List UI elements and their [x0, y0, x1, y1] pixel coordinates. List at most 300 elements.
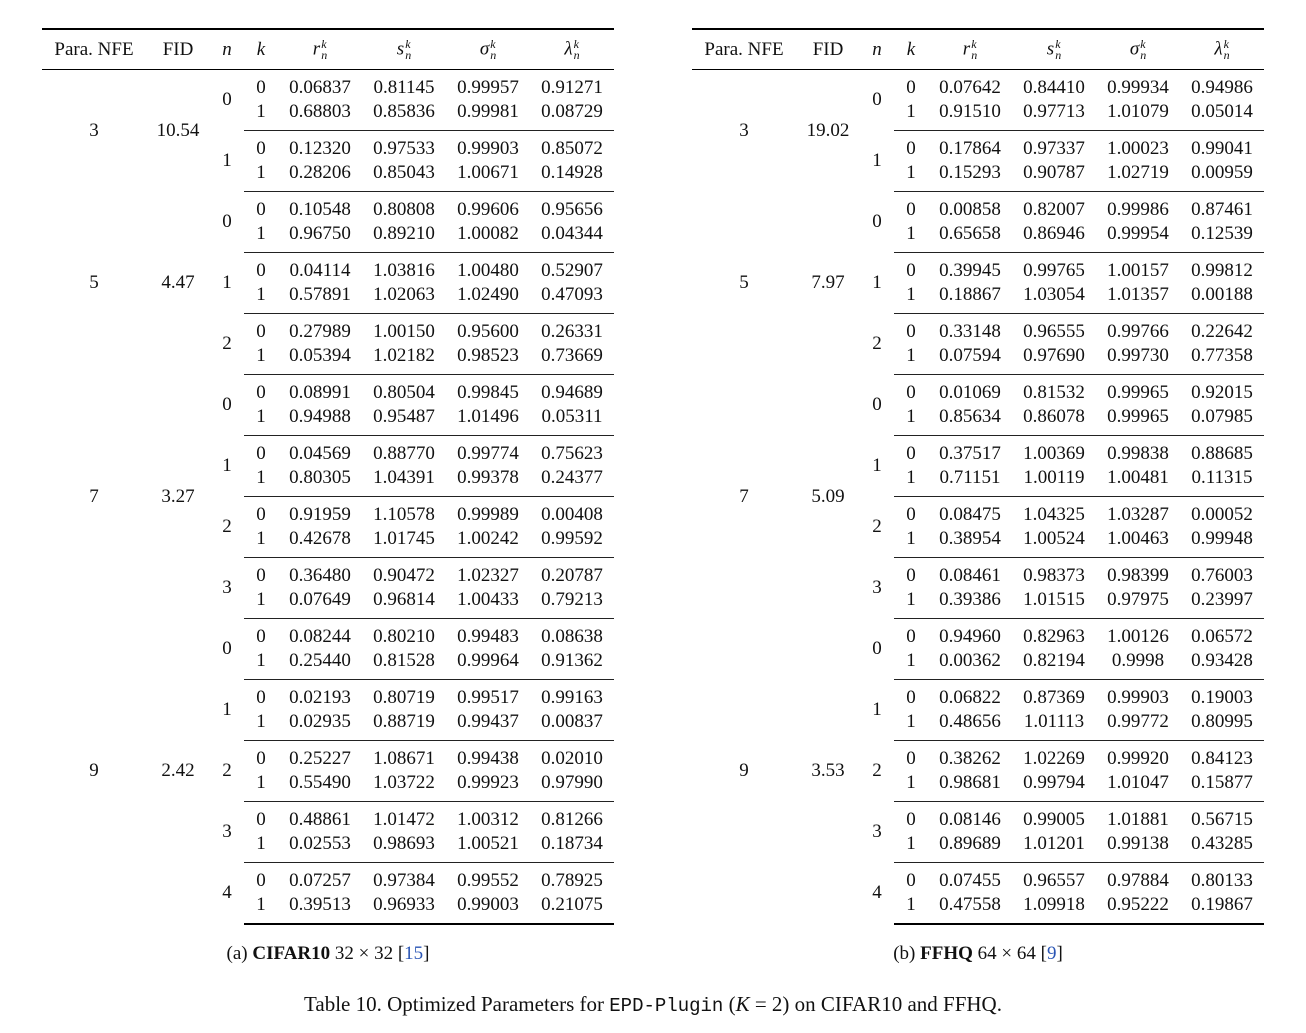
- symbol-sub: n: [1140, 47, 1147, 62]
- lambda-cell: 0.56715: [1191, 809, 1253, 830]
- symbol-base: σ: [1129, 38, 1140, 60]
- sigma-cell: 0.95600: [457, 321, 519, 342]
- n-cell: 2: [872, 760, 882, 781]
- k-cell: 0: [256, 199, 266, 220]
- sigma-cell: 1.00312: [457, 809, 519, 830]
- s-cell: 0.98373: [1023, 565, 1085, 586]
- header-sigma: [1096, 29, 1180, 70]
- sigma-cell: 0.99981: [446, 100, 530, 131]
- sigma-cell: 1.00481: [1096, 466, 1180, 497]
- caption-k-variable: K: [735, 992, 750, 1016]
- k-cell: 0: [256, 687, 266, 708]
- sigma-cell: 0.99606: [457, 199, 519, 220]
- r-cell: 0.00858: [939, 199, 1001, 220]
- s-cell: 1.03054: [1012, 283, 1096, 314]
- k-cell: 1: [244, 100, 278, 131]
- sigma-cell: 1.00023: [1107, 138, 1169, 159]
- k-cell: 0: [906, 748, 916, 769]
- citation-link[interactable]: 9: [1046, 943, 1057, 964]
- s-cell: 1.03722: [362, 771, 446, 802]
- s-cell: 1.02269: [1023, 748, 1085, 769]
- symbol-sub: n: [405, 47, 412, 62]
- symbol-base: r: [962, 38, 971, 60]
- n-cell: 1: [872, 150, 882, 171]
- k-cell: 0: [256, 321, 266, 342]
- lambda-cell: 0.05311: [530, 405, 614, 436]
- lambda-cell: 0.99948: [1180, 527, 1264, 558]
- subcaption-prefix: (b): [893, 943, 921, 964]
- r-cell: 0.91959: [289, 504, 351, 525]
- r-cell: 0.39945: [939, 260, 1001, 281]
- s-cell: 1.10578: [373, 504, 435, 525]
- r-cell: 0.94988: [278, 405, 362, 436]
- r-cell: 0.08475: [939, 504, 1001, 525]
- sigma-cell: 1.01047: [1096, 771, 1180, 802]
- lambda-cell: 0.88685: [1191, 443, 1253, 464]
- nfe-cell: 7: [739, 485, 749, 507]
- lambda-cell: 0.08729: [530, 100, 614, 131]
- k-cell: 1: [894, 161, 928, 192]
- r-cell: 0.08991: [289, 382, 351, 403]
- sigma-cell: 1.01881: [1107, 809, 1169, 830]
- k-cell: 0: [906, 260, 916, 281]
- header-r: [928, 29, 1012, 70]
- lambda-cell: 0.43285: [1180, 832, 1264, 863]
- s-cell: 0.96814: [362, 588, 446, 619]
- s-cell: 1.04325: [1023, 504, 1085, 525]
- r-cell: 0.17864: [939, 138, 1001, 159]
- r-cell: 0.39513: [278, 893, 362, 924]
- k-cell: 1: [244, 405, 278, 436]
- table-row: [692, 375, 1264, 406]
- r-cell: 0.98681: [928, 771, 1012, 802]
- r-cell: 0.07455: [939, 870, 1001, 891]
- n-cell: 0: [222, 394, 232, 415]
- s-cell: 1.02063: [362, 283, 446, 314]
- s-cell: 0.97533: [373, 138, 435, 159]
- sigma-cell: 0.97975: [1096, 588, 1180, 619]
- r-cell: 0.28206: [278, 161, 362, 192]
- lambda-cell: 0.81266: [541, 809, 603, 830]
- sigma-cell: 0.97884: [1107, 870, 1169, 891]
- header-sigma-symbol: [479, 36, 497, 62]
- r-cell: 0.02193: [289, 687, 351, 708]
- sigma-cell: 1.01079: [1096, 100, 1180, 131]
- header-lambda-symbol: [1214, 36, 1230, 62]
- header-sigma-symbol: [1129, 36, 1147, 62]
- sigma-cell: 1.01496: [446, 405, 530, 436]
- lambda-cell: 0.20787: [541, 565, 603, 586]
- lambda-cell: 0.75623: [541, 443, 603, 464]
- fid-cell: 3.27: [161, 485, 195, 507]
- sigma-cell: 1.00671: [446, 161, 530, 192]
- sigma-cell: 0.99838: [1107, 443, 1169, 464]
- symbol-sup: k: [1223, 36, 1229, 51]
- symbol-sub: n: [1055, 47, 1062, 62]
- sigma-cell: 0.99903: [457, 138, 519, 159]
- sigma-cell: 0.9998: [1096, 649, 1180, 680]
- n-cell: 3: [872, 821, 882, 842]
- k-cell: 0: [906, 687, 916, 708]
- k-cell: 0: [906, 321, 916, 342]
- k-cell: 1: [244, 832, 278, 863]
- symbol-base: λ: [564, 38, 573, 60]
- lambda-cell: 0.23997: [1180, 588, 1264, 619]
- s-cell: 1.00369: [1023, 443, 1085, 464]
- sigma-cell: 0.99986: [1107, 199, 1169, 220]
- nfe-cell: 5: [739, 272, 749, 293]
- lambda-cell: 0.04344: [530, 222, 614, 253]
- lambda-cell: 0.87461: [1191, 199, 1253, 220]
- k-cell: 1: [244, 344, 278, 375]
- s-cell: 0.84410: [1023, 77, 1085, 98]
- k-cell: 1: [894, 893, 928, 924]
- sigma-cell: 0.99920: [1107, 748, 1169, 769]
- r-cell: 0.39386: [928, 588, 1012, 619]
- header-k: k: [894, 29, 928, 70]
- k-cell: 0: [906, 870, 916, 891]
- k-cell: 1: [894, 832, 928, 863]
- fid-cell: 4.47: [161, 272, 195, 293]
- n-cell: 0: [222, 638, 232, 659]
- n-cell: 0: [872, 211, 882, 232]
- sigma-cell: 0.99438: [457, 748, 519, 769]
- r-cell: 0.25440: [278, 649, 362, 680]
- lambda-cell: 0.78925: [541, 870, 603, 891]
- sigma-cell: 1.00463: [1096, 527, 1180, 558]
- sigma-cell: 0.95222: [1096, 893, 1180, 924]
- lambda-cell: 0.99163: [541, 687, 603, 708]
- caption-suffix: = 2) on CIFAR10 and FFHQ.: [749, 992, 1002, 1016]
- lambda-cell: 0.19003: [1191, 687, 1253, 708]
- k-cell: 0: [256, 626, 266, 647]
- n-cell: 1: [222, 455, 232, 476]
- k-cell: 0: [906, 199, 916, 220]
- nfe-cell: 3: [739, 119, 749, 141]
- s-cell: 0.85836: [362, 100, 446, 131]
- symbol-scripts: [1223, 36, 1230, 62]
- s-cell: 0.98693: [362, 832, 446, 863]
- s-cell: 1.00524: [1012, 527, 1096, 558]
- r-cell: 0.06837: [289, 77, 351, 98]
- n-cell: 0: [872, 89, 882, 111]
- sigma-cell: 1.02719: [1096, 161, 1180, 192]
- lambda-cell: 0.14928: [530, 161, 614, 192]
- lambda-cell: 0.85072: [541, 138, 603, 159]
- k-cell: 1: [894, 527, 928, 558]
- r-cell: 0.38262: [939, 748, 1001, 769]
- n-cell: 2: [222, 760, 232, 781]
- s-cell: 0.95487: [362, 405, 446, 436]
- symbol-base: λ: [1214, 38, 1223, 60]
- symbol-sup: k: [490, 36, 496, 51]
- symbol-sub: n: [490, 47, 497, 62]
- k-cell: 0: [906, 504, 916, 525]
- nfe-cell: 9: [739, 760, 749, 782]
- k-cell: 0: [256, 504, 266, 525]
- symbol-scripts: [321, 36, 328, 62]
- sigma-cell: 1.03287: [1107, 504, 1169, 525]
- table-row: [692, 70, 1264, 101]
- k-cell: 1: [894, 405, 928, 436]
- header-para-nfe: Para. NFE: [42, 29, 146, 70]
- subcaption-suffix: ]: [1056, 943, 1063, 964]
- lambda-cell: 0.97990: [530, 771, 614, 802]
- lambda-cell: 0.06572: [1191, 626, 1253, 647]
- subcaption-resolution: 32 × 32 [: [330, 943, 405, 964]
- r-cell: 0.06822: [939, 687, 1001, 708]
- s-cell: 0.96933: [362, 893, 446, 924]
- s-cell: 0.82007: [1023, 199, 1085, 220]
- sigma-cell: 1.00126: [1107, 626, 1169, 647]
- symbol-scripts: [490, 36, 497, 62]
- r-cell: 0.27989: [289, 321, 351, 342]
- k-cell: 0: [906, 565, 916, 586]
- k-cell: 1: [894, 466, 928, 497]
- fid-cell: 3.53: [811, 760, 845, 782]
- lambda-cell: 0.80995: [1180, 710, 1264, 741]
- k-cell: 1: [244, 283, 278, 314]
- nfe-cell: 9: [89, 760, 99, 782]
- r-cell: 0.42678: [278, 527, 362, 558]
- r-cell: 0.94960: [939, 626, 1001, 647]
- k-cell: 0: [906, 382, 916, 403]
- caption-method: EPD-Plugin: [609, 995, 724, 1017]
- r-cell: 0.36480: [289, 565, 351, 586]
- lambda-cell: 0.84123: [1191, 748, 1253, 769]
- n-cell: 2: [222, 333, 232, 354]
- header-row: [42, 29, 614, 70]
- symbol-scripts: [971, 36, 978, 62]
- lambda-cell: 0.92015: [1191, 382, 1253, 403]
- s-cell: 1.02182: [362, 344, 446, 375]
- k-cell: 1: [894, 222, 928, 253]
- symbol-scripts: [1140, 36, 1147, 62]
- sigma-cell: 0.99923: [446, 771, 530, 802]
- symbol-sup: k: [1140, 36, 1146, 51]
- r-cell: 0.07642: [939, 77, 1001, 98]
- k-cell: 1: [894, 649, 928, 680]
- lambda-cell: 0.99041: [1191, 138, 1253, 159]
- parameter-table: [692, 28, 1264, 925]
- s-cell: 1.01515: [1012, 588, 1096, 619]
- s-cell: 1.09918: [1012, 893, 1096, 924]
- r-cell: 0.33148: [939, 321, 1001, 342]
- s-cell: 0.90787: [1012, 161, 1096, 192]
- symbol-base: r: [312, 38, 321, 60]
- r-cell: 0.85634: [928, 405, 1012, 436]
- k-cell: 1: [244, 527, 278, 558]
- sigma-cell: 1.00082: [446, 222, 530, 253]
- s-cell: 1.08671: [373, 748, 435, 769]
- s-cell: 0.97337: [1023, 138, 1085, 159]
- r-cell: 0.71151: [928, 466, 1012, 497]
- lambda-cell: 0.15877: [1180, 771, 1264, 802]
- n-cell: 1: [872, 699, 882, 720]
- s-cell: 1.01472: [373, 809, 435, 830]
- symbol-base: s: [396, 38, 405, 60]
- r-cell: 0.07594: [928, 344, 1012, 375]
- s-cell: 0.87369: [1023, 687, 1085, 708]
- r-cell: 0.08461: [939, 565, 1001, 586]
- subcaption-dataset: FFHQ: [920, 943, 973, 964]
- fid-cell: 5.09: [811, 485, 845, 507]
- k-cell: 0: [906, 77, 916, 98]
- symbol-scripts: [405, 36, 412, 62]
- r-cell: 0.01069: [939, 382, 1001, 403]
- subcaption-dataset: CIFAR10: [252, 943, 331, 964]
- s-cell: 0.86078: [1012, 405, 1096, 436]
- symbol-base: σ: [479, 38, 490, 60]
- header-fid: FID: [146, 29, 210, 70]
- sigma-cell: 1.00157: [1107, 260, 1169, 281]
- k-cell: 0: [256, 382, 266, 403]
- k-cell: 1: [894, 771, 928, 802]
- header-n: n: [210, 29, 244, 70]
- s-cell: 0.89210: [362, 222, 446, 253]
- r-cell: 0.55490: [278, 771, 362, 802]
- n-cell: 4: [872, 882, 882, 904]
- citation-link[interactable]: 15: [404, 943, 424, 964]
- k-cell: 0: [256, 443, 266, 464]
- table-panel-cifar10: [42, 28, 614, 925]
- lambda-cell: 0.24377: [530, 466, 614, 497]
- n-cell: 3: [222, 821, 232, 842]
- r-cell: 0.89689: [928, 832, 1012, 863]
- lambda-cell: 0.91271: [541, 77, 603, 98]
- sigma-cell: 0.99903: [1107, 687, 1169, 708]
- sigma-cell: 0.99965: [1096, 405, 1180, 436]
- k-cell: 1: [244, 466, 278, 497]
- lambda-cell: 0.93428: [1180, 649, 1264, 680]
- header-s-symbol: [1046, 36, 1062, 62]
- lambda-cell: 0.00959: [1180, 161, 1264, 192]
- r-cell: 0.08244: [289, 626, 351, 647]
- nfe-cell: 5: [89, 272, 99, 293]
- lambda-cell: 0.94986: [1191, 77, 1253, 98]
- lambda-cell: 0.00837: [530, 710, 614, 741]
- lambda-cell: 0.94689: [541, 382, 603, 403]
- sigma-cell: 0.99437: [446, 710, 530, 741]
- subcaption-prefix: (a): [226, 943, 253, 964]
- s-cell: 1.01113: [1012, 710, 1096, 741]
- r-cell: 0.25227: [289, 748, 351, 769]
- table-caption: [0, 992, 1306, 1017]
- n-cell: 3: [222, 577, 232, 598]
- s-cell: 1.01745: [362, 527, 446, 558]
- s-cell: 0.97384: [373, 870, 435, 891]
- s-cell: 0.97690: [1012, 344, 1096, 375]
- n-cell: 0: [222, 89, 232, 111]
- n-cell: 0: [872, 394, 882, 415]
- k-cell: 1: [894, 344, 928, 375]
- r-cell: 0.38954: [928, 527, 1012, 558]
- k-cell: 1: [244, 222, 278, 253]
- subcaption-a: [42, 943, 614, 965]
- lambda-cell: 0.02010: [541, 748, 603, 769]
- n-cell: 1: [872, 455, 882, 476]
- sigma-cell: 0.99965: [1107, 382, 1169, 403]
- r-cell: 0.48656: [928, 710, 1012, 741]
- k-cell: 0: [256, 748, 266, 769]
- sigma-cell: 1.01357: [1096, 283, 1180, 314]
- n-cell: 3: [872, 577, 882, 598]
- n-cell: 2: [872, 333, 882, 354]
- r-cell: 0.57891: [278, 283, 362, 314]
- s-cell: 0.88770: [373, 443, 435, 464]
- r-cell: 0.02935: [278, 710, 362, 741]
- table-row: [42, 70, 614, 101]
- n-cell: 1: [222, 699, 232, 720]
- s-cell: 0.85043: [362, 161, 446, 192]
- sigma-cell: 0.99845: [457, 382, 519, 403]
- n-cell: 0: [222, 211, 232, 232]
- k-cell: 0: [906, 626, 916, 647]
- sigma-cell: 1.00480: [457, 260, 519, 281]
- s-cell: 0.99765: [1023, 260, 1085, 281]
- lambda-cell: 0.11315: [1180, 466, 1264, 497]
- s-cell: 0.90472: [373, 565, 435, 586]
- symbol-sub: n: [971, 47, 978, 62]
- symbol-sup: k: [405, 36, 411, 51]
- lambda-cell: 0.99812: [1191, 260, 1253, 281]
- symbol-sup: k: [1055, 36, 1061, 51]
- r-cell: 0.10548: [289, 199, 351, 220]
- s-cell: 0.81528: [362, 649, 446, 680]
- sigma-cell: 0.99003: [446, 893, 530, 924]
- s-cell: 0.80504: [373, 382, 435, 403]
- sigma-cell: 0.99766: [1107, 321, 1169, 342]
- r-cell: 0.96750: [278, 222, 362, 253]
- n-cell: 2: [222, 516, 232, 537]
- sigma-cell: 0.99138: [1096, 832, 1180, 863]
- sigma-cell: 1.00433: [446, 588, 530, 619]
- n-cell: 2: [872, 516, 882, 537]
- sigma-cell: 1.02327: [457, 565, 519, 586]
- header-fid: FID: [796, 29, 860, 70]
- sigma-cell: 0.98399: [1107, 565, 1169, 586]
- table-row: [692, 192, 1264, 223]
- lambda-cell: 0.21075: [530, 893, 614, 924]
- header-sigma: [446, 29, 530, 70]
- s-cell: 0.86946: [1012, 222, 1096, 253]
- n-cell: 1: [222, 150, 232, 171]
- lambda-cell: 0.19867: [1180, 893, 1264, 924]
- header-r-symbol: [312, 36, 328, 62]
- table-row: [692, 619, 1264, 650]
- r-cell: 0.47558: [928, 893, 1012, 924]
- k-cell: 0: [906, 809, 916, 830]
- parameter-table: [42, 28, 614, 925]
- symbol-sup: k: [321, 36, 327, 51]
- s-cell: 1.00150: [373, 321, 435, 342]
- sigma-cell: 0.99989: [457, 504, 519, 525]
- s-cell: 0.80210: [373, 626, 435, 647]
- k-cell: 0: [256, 870, 266, 891]
- lambda-cell: 0.12539: [1180, 222, 1264, 253]
- lambda-cell: 0.08638: [541, 626, 603, 647]
- s-cell: 0.99005: [1023, 809, 1085, 830]
- header-lambda: [1180, 29, 1264, 70]
- lambda-cell: 0.00188: [1180, 283, 1264, 314]
- s-cell: 0.81145: [373, 77, 435, 98]
- k-cell: 1: [894, 588, 928, 619]
- sigma-cell: 0.99772: [1096, 710, 1180, 741]
- r-cell: 0.12320: [289, 138, 351, 159]
- fid-cell: 7.97: [811, 272, 845, 293]
- k-cell: 0: [256, 809, 266, 830]
- s-cell: 1.00119: [1012, 466, 1096, 497]
